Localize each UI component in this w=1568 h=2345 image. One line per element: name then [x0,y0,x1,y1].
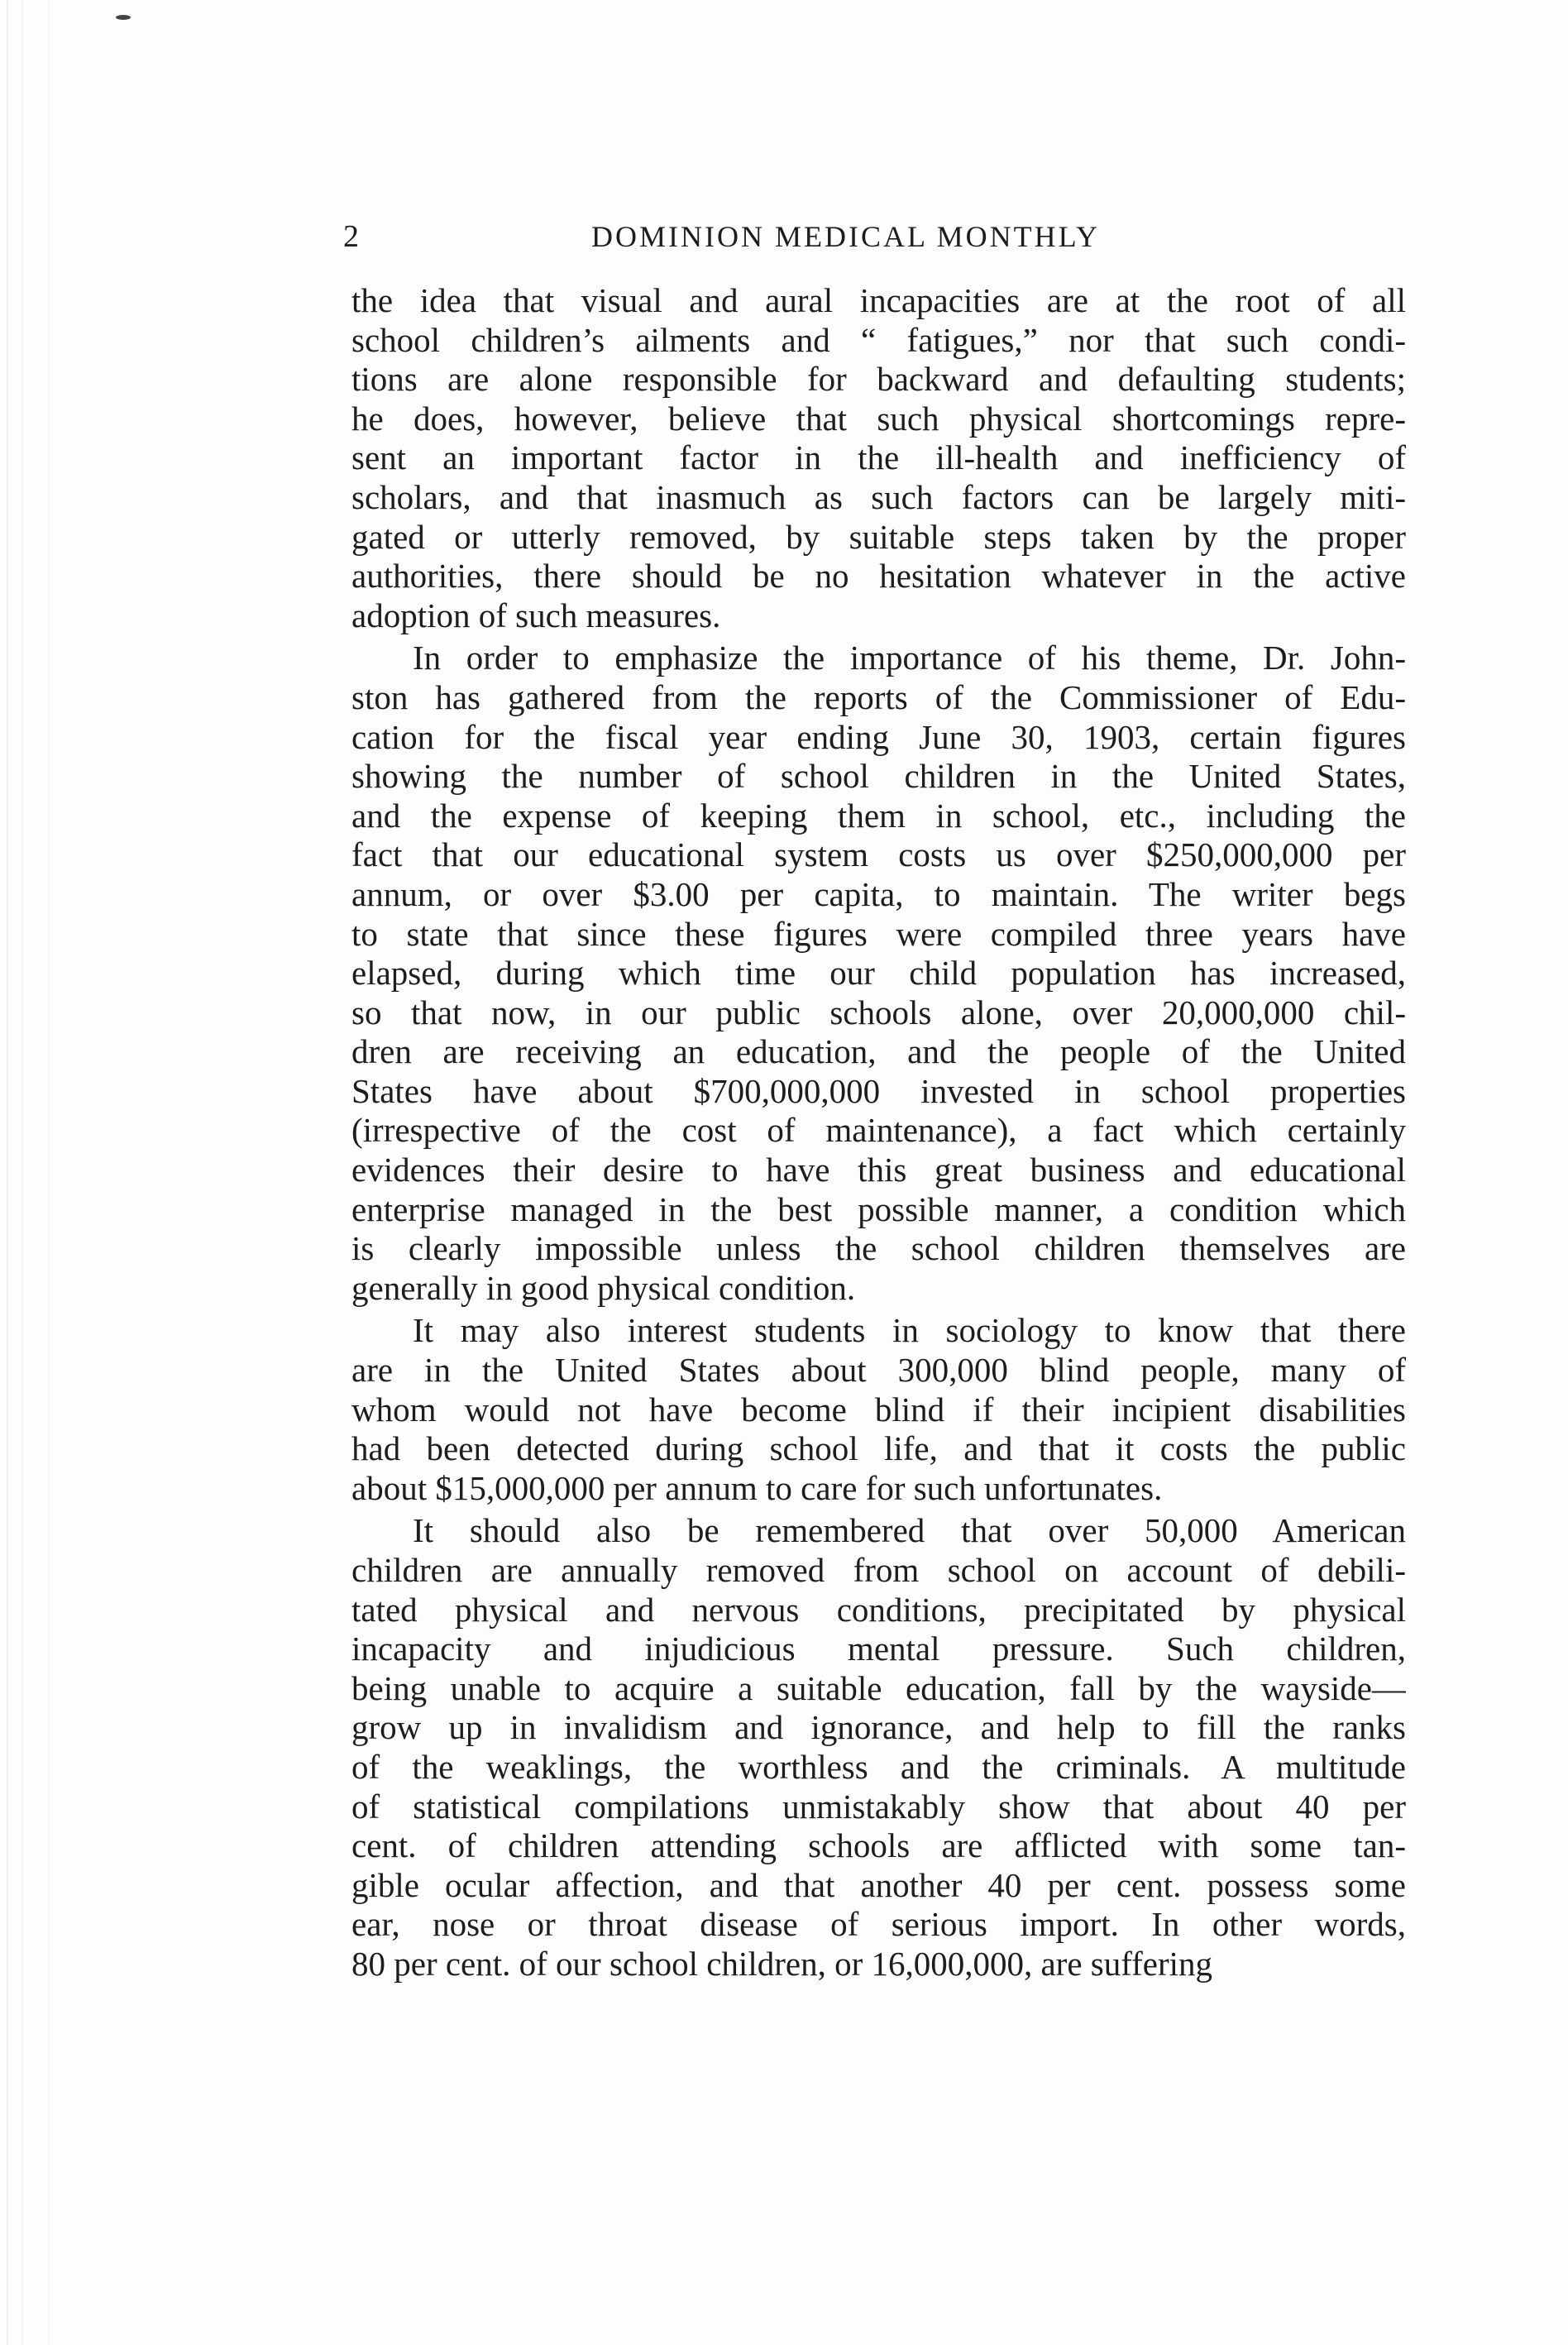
text-line: adoption of such measures. [351,596,721,634]
text-line: scholars, and that inasmuch as such factors can be largely miti- [351,477,1406,516]
text-line: incapacity and injudicious mental pressure. Such children, [351,1630,1406,1668]
paragraph [351,1311,1406,1508]
text-line: 80 per cent. of our school children, or 16,000,000, are suffering [351,1944,1213,1983]
text-line: about $15,000,000 per annum to care for such unfortunates. [351,1468,1163,1507]
text-line: It may also interest students in sociology to know that there [413,1311,1406,1350]
text-line: gated or utterly removed, by suitable steps taken by the proper [351,517,1406,556]
text-line: ear, nose or throat disease of serious import. In other words, [351,1905,1406,1944]
text-line: school children’s ailments and “ fatigues,” nor that such condi- [351,320,1406,359]
text-line: cation for the fiscal year ending June 30, 1903, certain figures [351,717,1406,756]
text-line: and the expense of keeping them in school, etc., including the [351,796,1406,835]
text-line: ston has gathered from the reports of the Commissioner of Edu- [351,677,1406,716]
text-line: generally in good physical condition. [351,1268,856,1307]
text-line: of the weaklings, the worthless and the criminals. A multitude [351,1747,1406,1786]
text-line: are in the United States about 300,000 blind people, many of [351,1351,1406,1390]
running-title: DOMINION MEDICAL MONTHLY [591,220,1101,253]
scan-edge-line [48,0,50,2345]
text-line: In order to emphasize the importance of his theme, Dr. John- [413,639,1406,677]
scan-edge-line [22,0,23,2345]
running-header [343,212,1408,261]
paragraph [351,281,1406,635]
article-body [351,281,1406,1984]
text-line: sent an important factor in the ill-health and inefficiency of [351,438,1406,477]
text-line: showing the number of school children in the United States, [351,757,1406,796]
text-line: so that now, in our public schools alone, over 20,000,000 chil- [351,993,1406,1031]
text-line: elapsed, during which time our child population has increased, [351,954,1406,993]
text-line: It should also be remembered that over 50,000 American [413,1511,1406,1550]
paragraph [351,1511,1406,1984]
text-line: of statistical compilations unmistakably show that about 40 per [351,1787,1406,1826]
text-line: dren are receiving an education, and the people of the United [351,1032,1406,1071]
text-line: States have about $700,000,000 invested in school properties [351,1071,1406,1110]
text-line: authorities, there should be no hesitation whatever in the active [351,557,1406,596]
text-line: cent. of children attending schools are afflicted with some tan- [351,1826,1406,1865]
text-line: had been detected during school life, and that it costs the public [351,1429,1406,1468]
text-line: he does, however, believe that such physical shortcomings repre- [351,399,1406,438]
text-line: being unable to acquire a suitable education, fall by the wayside— [351,1668,1406,1707]
page-number: 2 [343,219,359,254]
text-line: (irrespective of the cost of maintenance), a fact which certainly [351,1111,1406,1150]
text-line: tions are alone responsible for backward and defaulting students; [351,360,1406,399]
text-line: the idea that visual and aural incapacities are at the root of all [351,281,1406,319]
text-line: tated physical and nervous conditions, precipitated by physical [351,1590,1406,1629]
paragraph [351,639,1406,1308]
text-line: is clearly impossible unless the school children themselves are [351,1229,1406,1268]
text-line: whom would not have become blind if their incipient disabilities [351,1390,1406,1429]
text-line: grow up in invalidism and ignorance, and help to fill the ranks [351,1708,1406,1747]
text-line: enterprise managed in the best possible manner, a condition which [351,1189,1406,1228]
text-line: children are annually removed from school on account of debili- [351,1551,1406,1589]
text-line: to state that since these figures were compiled three years have [351,914,1406,953]
text-line: fact that our educational system costs us over $250,000,000 per [351,835,1406,874]
scan-speck [116,15,131,20]
text-line: evidences their desire to have this great business and educational [351,1151,1406,1189]
scan-edge-line [7,0,8,2345]
text-line: gible ocular affection, and that another 40 per cent. possess some [351,1865,1406,1904]
text-line: annum, or over $3.00 per capita, to maintain. The writer begs [351,874,1406,913]
